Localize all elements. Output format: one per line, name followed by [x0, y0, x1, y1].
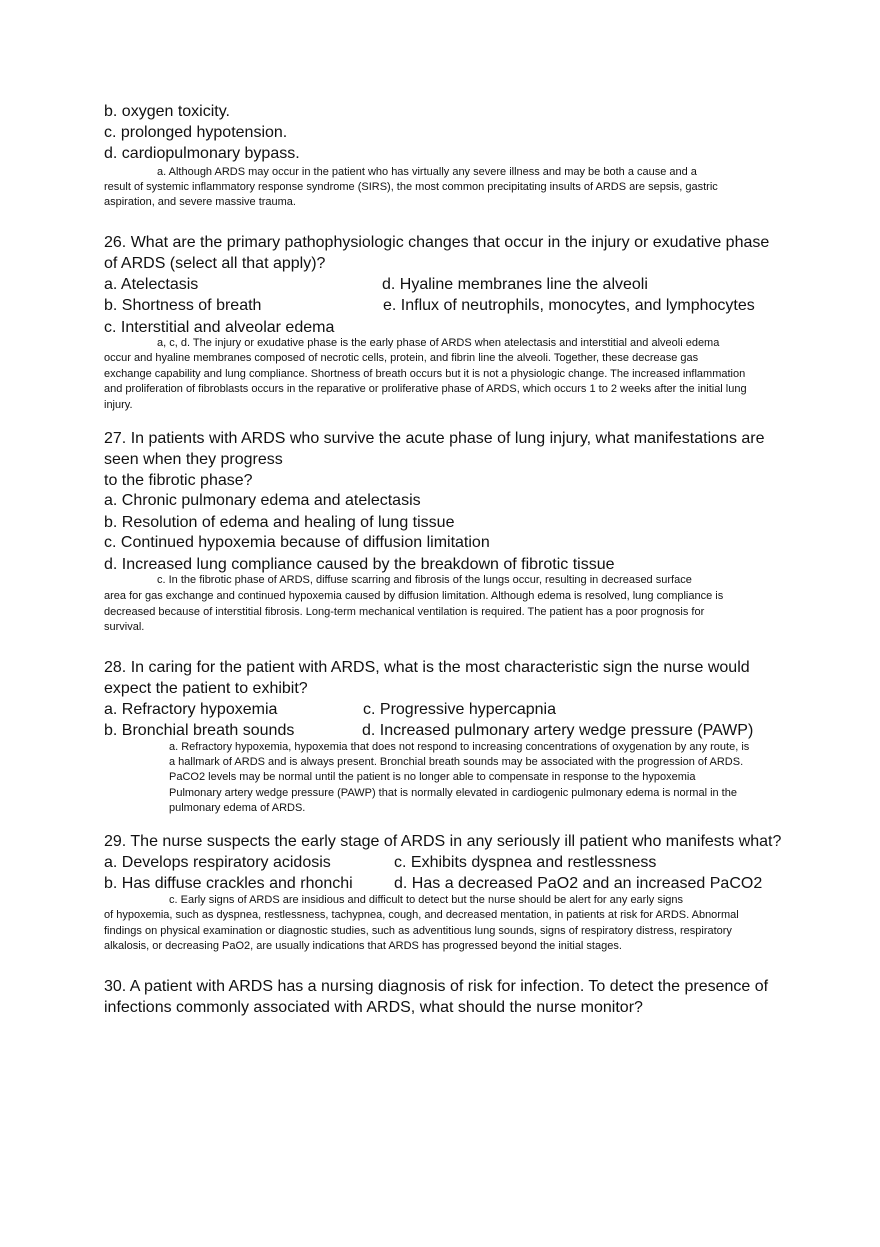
option-b: b. Has diffuse crackles and rhonchi: [104, 875, 353, 892]
answer-line: decreased because of interstitial fibrosis. Long-term mechanical ventilation is required. The patient has a poor prognosis for: [104, 606, 705, 618]
answer-line: alkalosis, or decreasing PaO2, are usually indications that ARDS has progressed beyond the initial stages.: [104, 940, 622, 952]
question-text: of ARDS (select all that apply)?: [104, 255, 326, 272]
option-b: b. Bronchial breath sounds: [104, 722, 295, 739]
option-d: d. Hyaline membranes line the alveoli: [382, 276, 648, 293]
option-d: d. Has a decreased PaO2 and an increased PaCO2: [394, 875, 763, 892]
option-d: d. Increased pulmonary artery wedge pressure (PAWP): [362, 722, 754, 739]
question-text: expect the patient to exhibit?: [104, 680, 308, 697]
answer-line: occur and hyaline membranes composed of necrotic cells, protein, and fibrin line the alveoli. Together, these decrease gas: [104, 352, 699, 364]
option-b: b. Resolution of edema and healing of lung tissue: [104, 514, 455, 531]
answer-line: pulmonary edema of ARDS.: [169, 802, 306, 814]
option-c: c. Continued hypoxemia because of diffusion limitation: [104, 534, 490, 551]
option-b: b. oxygen toxicity.: [104, 103, 230, 120]
answer-line: survival.: [104, 621, 145, 633]
question-text: 28. In caring for the patient with ARDS, what is the most characteristic sign the nurse would: [104, 659, 750, 676]
question-text: infections commonly associated with ARDS, what should the nurse monitor?: [104, 999, 643, 1016]
question-text: 30. A patient with ARDS has a nursing diagnosis of risk for infection. To detect the presence of: [104, 978, 769, 995]
option-a: a. Atelectasis: [104, 276, 199, 293]
answer-line: and proliferation of fibroblasts occurs in the reparative or proliferative phase of ARDS, which occurs 1 to 2 weeks after the initial lung: [104, 383, 747, 395]
question-text: to the fibrotic phase?: [104, 472, 253, 489]
option-c: c. Interstitial and alveolar edema: [104, 319, 335, 336]
answer-line: a hallmark of ARDS and is always present. Bronchial breath sounds may be associated with the progression of ARDS.: [169, 756, 744, 768]
answer-line: injury.: [104, 399, 133, 411]
answer-line: exchange capability and lung compliance. Shortness of breath occurs but it is not a physiologic change. The increased inflammation: [104, 368, 746, 380]
question-text: seen when they progress: [104, 451, 283, 468]
answer-line: result of systemic inflammatory response syndrome (SIRS), the most common precipitating insults of ARDS are sepsis, gastric: [104, 181, 718, 193]
answer-line: Pulmonary artery wedge pressure (PAWP) that is normally elevated in cardiogenic pulmonary edema is normal in the: [169, 787, 737, 799]
option-a: a. Refractory hypoxemia: [104, 701, 278, 718]
answer-line: aspiration, and severe massive trauma.: [104, 196, 296, 208]
option-d: d. cardiopulmonary bypass.: [104, 145, 300, 162]
answer-line: c. In the fibrotic phase of ARDS, diffuse scarring and fibrosis of the lungs occur, resulting in decreased surface: [157, 574, 692, 586]
option-d: d. Increased lung compliance caused by the breakdown of fibrotic tissue: [104, 556, 615, 573]
option-c: c. Progressive hypercapnia: [363, 701, 556, 718]
question-text: 27. In patients with ARDS who survive the acute phase of lung injury, what manifestations are: [104, 430, 765, 447]
question-text: 29. The nurse suspects the early stage of ARDS in any seriously ill patient who manifests what?: [104, 833, 782, 850]
answer-line: area for gas exchange and continued hypoxemia caused by diffusion limitation. Although edema is resolved, lung compliance is: [104, 590, 724, 602]
answer-line: findings on physical examination or diagnostic studies, such as adventitious lung sounds, signs of respiratory distress, respiratory: [104, 925, 732, 937]
option-b: b. Shortness of breath: [104, 297, 262, 314]
option-a: a. Develops respiratory acidosis: [104, 854, 331, 871]
option-e: e. Influx of neutrophils, monocytes, and lymphocytes: [383, 297, 755, 314]
answer-line: a. Refractory hypoxemia, hypoxemia that does not respond to increasing concentrations of oxygenation by any route, is: [169, 741, 750, 753]
answer-line: a, c, d. The injury or exudative phase is the early phase of ARDS when atelectasis and interstitial and alveoli edema: [157, 337, 720, 349]
answer-line: c. Early signs of ARDS are insidious and difficult to detect but the nurse should be alert for any early signs: [169, 894, 684, 906]
question-text: 26. What are the primary pathophysiologic changes that occur in the injury or exudative phase: [104, 234, 770, 251]
answer-line: PaCO2 levels may be normal until the patient is no longer able to compensate in response to the hypoxemia: [169, 771, 696, 783]
option-c: c. prolonged hypotension.: [104, 124, 288, 141]
answer-line: a. Although ARDS may occur in the patient who has virtually any severe illness and may be both a cause and a: [157, 166, 697, 178]
option-c: c. Exhibits dyspnea and restlessness: [394, 854, 657, 871]
answer-line: of hypoxemia, such as dyspnea, restlessness, tachypnea, cough, and decreased mentation, in patients at risk for ARDS. Abnormal: [104, 909, 739, 921]
option-a: a. Chronic pulmonary edema and atelectasis: [104, 492, 421, 509]
